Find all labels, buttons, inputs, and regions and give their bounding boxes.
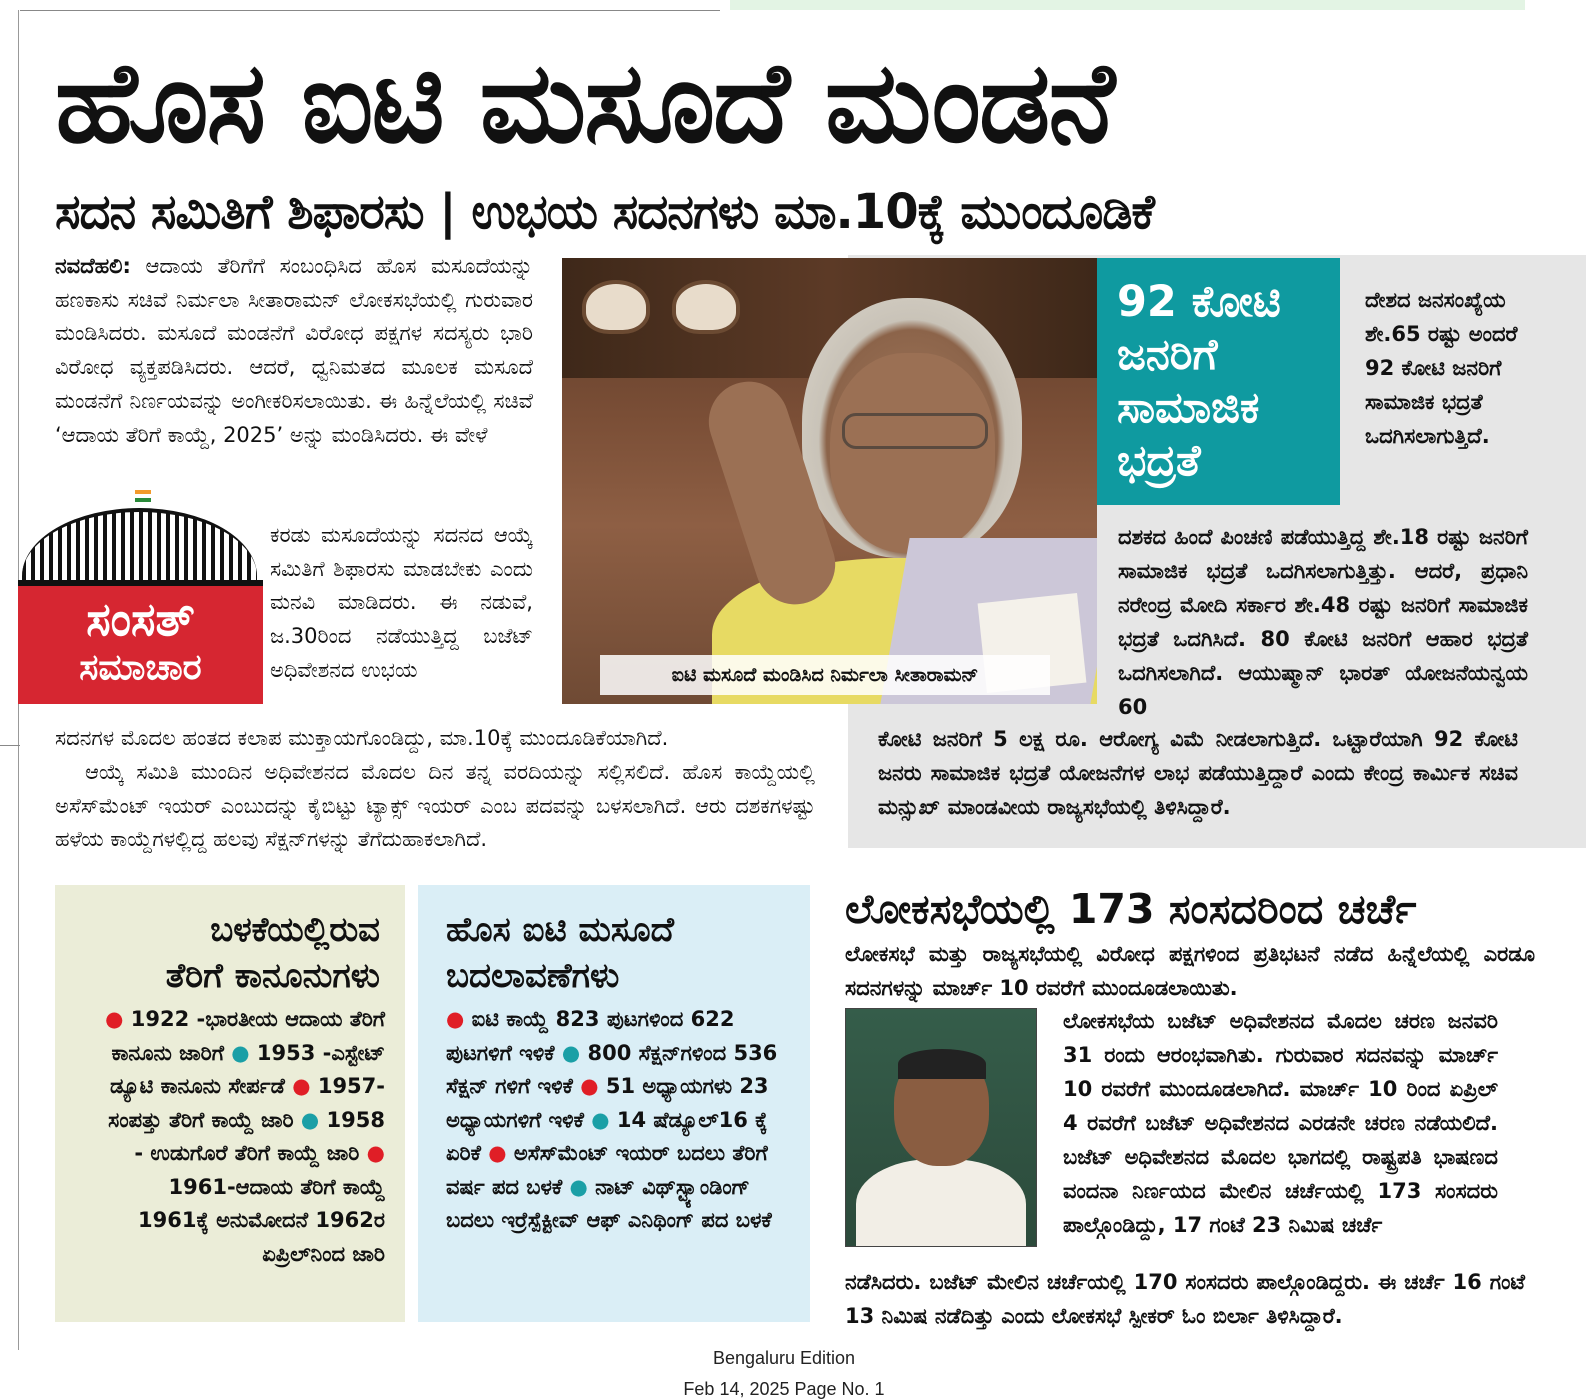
bill-change-item: 14 ಷೆಡ್ಯೂಲ್16 ಕ್ಕೆ ಏರಿಕೆ [446, 1107, 768, 1165]
bullet-dot-icon: ● [580, 1074, 599, 1098]
bill-changes-list [446, 1003, 786, 1238]
tax-law-item: 1957- ಸಂಪತ್ತು ತೆರಿಗೆ ಕಾಯ್ದೆ ಜಾರಿ [108, 1074, 385, 1132]
tax-laws-title2: ತೆರಿಗೆ ಕಾನೂನುಗಳು [165, 956, 380, 996]
photo-caption: ಐಟಿ ಮಸೂದೆ ಮಂಡಿಸಿದ ನಿರ್ಮಲಾ ಸೀತಾರಾಮನ್ [600, 655, 1050, 695]
bill-changes-title2: ಬದಲಾವಣೆಗಳು [446, 956, 620, 996]
bill-change-item: 51 ಅಧ್ಯಾಯಗಳು 23 ಅಧ್ಯಾಯಗಳಿಗೆ ಇಳಿಕೆ [446, 1074, 769, 1132]
bullet-dot-icon: ● [488, 1141, 507, 1165]
bill-change-item: ನಾಟ್ ವಿಥ್‌ಸ್ಟ್ಯಾಂಡಿಂಗ್ ಬದಲು ಇರ್ರೆಸ್ಪೆಕ್ಟೀವ್ ಆಫ್ ಎನಿಥಿಂಗ್ ಪದ ಬಳಕೆ [446, 1174, 772, 1232]
photo-glasses [842, 413, 988, 449]
dateline: ನವದೆಹಲಿ: [55, 254, 131, 278]
bullet-dot-icon: ● [105, 1007, 124, 1031]
social-security-mid-text: ದಶಕದ ಹಿಂದೆ ಪಿಂಚಣಿ ಪಡೆಯುತ್ತಿದ್ದ ಶೇ.18 ರಷ್ಟು ಜನರಿಗೆ ಸಾಮಾಜಿಕ ಭದ್ರತೆ ಒದಗಿಸಲಾಗುತ್ತಿತ್ತು. ಆದರೆ, ಪ್ರಧಾನಿ ನರೇಂದ್ರ ಮೋದಿ ಸರ್ಕಾರ ಶೇ.48 ರಷ್ಟು ಜನರಿಗೆ ಸಾಮಾಜಿಕ ಭದ್ರತೆ ಒದಗಿಸಿದೆ. 80 ಕೋಟಿ ಜನರಿಗೆ ಆಹಾರ ಭದ್ರತೆ ಒದಗಿಸಲಾಗಿದೆ. ಆಯುಷ್ಮಾನ್ ಭಾರತ್ ಯೋಜನೆಯನ್ವಯ 60 [1118, 525, 1528, 719]
bill-changes-box [418, 885, 810, 1322]
lamp-icon [582, 280, 650, 334]
logo-red-panel [18, 586, 263, 704]
bullet-dot-icon: ● [292, 1074, 311, 1098]
bullet-dot-icon: ● [366, 1141, 385, 1165]
top-rule [20, 10, 720, 11]
logo-line2: ಸಮಾಚಾರ [79, 647, 202, 688]
social-security-top-text: ದೇಶದ ಜನಸಂಖ್ಯೆಯ ಶೇ.65 ರಷ್ಟು ಅಂದರೆ 92 ಕೋಟಿ ಜನರಿಗೆ ಸಾಮಾಜಿಕ ಭದ್ರತೆ ಒದಗಿಸಲಾಗುತ್ತಿದೆ. [1365, 288, 1518, 448]
parliament-building-icon [22, 508, 257, 584]
bill-change-item: ಅಸೆಸ್‌ಮೆಂಟ್ ಇಯರ್ ಬದಲು ತೆರಿಗೆ ವರ್ಷ ಪದ ಬಳಕೆ [446, 1141, 768, 1199]
lok-sabha-tail: ನಡೆಸಿದರು. ಬಜೆಟ್ ಮೇಲಿನ ಚರ್ಚೆಯಲ್ಲಿ 170 ಸಂಸದರು ಪಾಲ್ಗೊಂಡಿದ್ದರು. ಈ ಚರ್ಚೆ 16 ಗಂಟೆ 13 ನಿಮಿಷ ನಡೆದಿತ್ತು ಎಂದು ಲೋಕಸಭೆ ಸ್ಪೀಕರ್ ಓಂ ಬಿರ್ಲಾ ತಿಳಿಸಿದ್ದಾರೆ. [845, 1270, 1525, 1328]
bill-changes-title1: ಹೊಸ ಐಟಿ ಮಸೂದೆ [446, 910, 674, 950]
subheadline: ಸದನ ಸಮಿತಿಗೆ ಶಿಫಾರಸು | ಉಭಯ ಸದನಗಳು ಮಾ.10ಕ್ಕೆ ಮುಂದೂಡಿಕೆ [55, 184, 1154, 240]
tax-law-item: 1953 -ಎಸ್ಟೇಟ್ ಡ್ಯೂಟಿ ಕಾನೂನು ಸೇರ್ಪಡೆ [109, 1040, 385, 1098]
finance-minister-photo [562, 258, 1097, 704]
main-story-para1 [55, 250, 533, 452]
bill-change-item: ಐಟಿ ಕಾಯ್ದೆ 823 ಪುಟಗಳಿಂದ 622 ಪುಟಗಳಿಗೆ ಇಳಿಕೆ [446, 1007, 735, 1065]
bullet-dot-icon: ● [300, 1107, 320, 1132]
main-story-para1-text: ಆದಾಯ ತೆರಿಗೆಗೆ ಸಂಬಂಧಿಸಿದ ಹೊಸ ಮಸೂದೆಯನ್ನು ಹಣಕಾಸು ಸಚಿವೆ ನಿರ್ಮಲಾ ಸೀತಾರಾಮನ್ ಲೋಕಸಭೆಯಲ್ಲಿ ಗುರುವಾರ ಮಂಡಿಸಿದರು. ಮಸೂದೆ ಮಂಡನೆಗೆ ವಿರೋಧ ಪಕ್ಷಗಳ ಸದಸ್ಯರು ಭಾರಿ ವಿರೋಧ ವ್ಯಕ್ತಪಡಿಸಿದರು. ಆದರೆ, ಧ್ವನಿಮತದ ಮೂಲಕ ಮಸೂದೆ ಮಂಡನೆಗೆ ನಿರ್ಣಯವನ್ನು ಅಂಗೀಕರಿಸಲಾಯಿತು. ಈ ಹಿನ್ನೆಲೆಯಲ್ಲಿ ಸಚಿವೆ ‘ಆದಾಯ ತೆರಿಗೆ ಕಾಯ್ದೆ, 2025’ ಅನ್ನು ಮಂಡಿಸಿದರು. ಈ ವೇಳೆ [55, 254, 533, 447]
bill-change-item: 800 ಸೆಕ್ಷನ್‌ಗಳಿಂದ 536 ಸೆಕ್ಷನ್ ಗಳಿಗೆ ಇಳಿಕೆ [446, 1040, 778, 1098]
tax-law-item: 1922 -ಭಾರತೀಯ ಆದಾಯ ತೆರಿಗೆ ಕಾನೂನು ಜಾರಿಗೆ [111, 1007, 385, 1065]
edition-label: Bengaluru Edition [712, 1348, 856, 1368]
headline: ಹೊಸ ಐಟಿ ಮಸೂದೆ ಮಂಡನೆ [55, 38, 1114, 168]
lok-sabha-heading: ಲೋಕಸಭೆಯಲ್ಲಿ 173 ಸಂಸದರಿಂದ ಚರ್ಚೆ [845, 885, 1417, 933]
bullet-dot-icon: ● [561, 1040, 581, 1065]
social-security-bottom-text: ಕೋಟಿ ಜನರಿಗೆ 5 ಲಕ್ಷ ರೂ. ಆರೋಗ್ಯ ವಿಮೆ ನೀಡಲಾಗುತ್ತಿದೆ. ಒಟ್ಟಾರೆಯಾಗಿ 92 ಕೋಟಿ ಜನರು ಸಾಮಾಜಿಕ ಭದ್ರತೆ ಯೋಜನೆಗಳ ಲಾಭ ಪಡೆಯುತ್ತಿದ್ದಾರೆ ಎಂದು ಕೇಂದ್ರ ಕಾರ್ಮಿಕ ಸಚಿವ ಮನ್ಸುಖ್ ಮಾಂಡವೀಯ ರಾಜ್ಯಸಭೆಯಲ್ಲಿ ತಿಳಿಸಿದ್ದಾರೆ. [878, 727, 1518, 819]
main-story-para2: ಕರಡು ಮಸೂದೆಯನ್ನು ಸದನದ ಆಯ್ಕೆ ಸಮಿತಿಗೆ ಶಿಫಾರಸು ಮಾಡಬೇಕು ಎಂದು ಮನವಿ ಮಾಡಿದರು. ಈ ನಡುವೆ, ಜ.30ರಿಂದ ನಡೆಯುತ್ತಿದ್ದ ಬಜೆಟ್ ಅಧಿವೇಶನದ ಉಭಯ [270, 523, 533, 682]
lok-sabha-body: ಲೋಕಸಭೆಯ ಬಜೆಟ್ ಅಧಿವೇಶನದ ಮೊದಲ ಚರಣ ಜನವರಿ 31 ರಂದು ಆರಂಭವಾಗಿತು. ಗುರುವಾರ ಸದನವನ್ನು ಮಾರ್ಚ್ 10 ರವರೆಗೆ ಮುಂದೂಡಲಾಗಿದೆ. ಮಾರ್ಚ್ 10 ರಿಂದ ಏಪ್ರಿಲ್ 4 ರವರೆಗೆ ಬಜೆಟ್ ಅಧಿವೇಶನದ ಎರಡನೇ ಚರಣ ನಡೆಯಲಿದೆ. ಬಜೆಟ್ ಅಧಿವೇಶನದ ಮೊದಲ ಭಾಗದಲ್ಲಿ ರಾಷ್ಟ್ರಪತಿ ಭಾಷಣದ ವಂದನಾ ನಿರ್ಣಯದ ಮೇಲಿನ ಚರ್ಚೆಯಲ್ಲಿ 173 ಸಂಸದರು ಪಾಲ್ಗೊಂಡಿದ್ದು, 17 ಗಂಟೆ 23 ನಿಮಿಷ ಚರ್ಚೆ [1063, 1009, 1498, 1237]
parliament-news-logo [18, 490, 263, 705]
main-story-para3: ಸದನಗಳ ಮೊದಲ ಹಂತದ ಕಲಾಪ ಮುಕ್ತಾಯಗೊಂಡಿದ್ದು, ಮಾ.10ಕ್ಕೆ ಮುಂದೂಡಿಕೆಯಾಗಿದೆ. [55, 726, 669, 750]
flag-icon [135, 490, 151, 502]
main-story-para4: ಆಯ್ಕೆ ಸಮಿತಿ ಮುಂದಿನ ಅಧಿವೇಶನದ ಮೊದಲ ದಿನ ತನ್ನ ವರದಿಯನ್ನು ಸಲ್ಲಿಸಲಿದೆ. ಹೊಸ ಕಾಯ್ದೆಯಲ್ಲಿ ಅಸೆಸ್‌ಮೆಂಟ್ ಇಯರ್ ಎಂಬುದನ್ನು ಕೈಬಿಟ್ಟು ಟ್ಯಾಕ್ಸ್ ಇಯರ್ ಎಂಬ ಪದವನ್ನು ಬಳಸಲಾಗಿದೆ. ಆರು ದಶಕಗಳಷ್ಟು ಹಳೆಯ ಕಾಯ್ದೆಗಳಲ್ಲಿದ್ದ ಹಲವು ಸೆಕ್ಷನ್‌ಗಳನ್ನು ತೆಗೆದುಹಾಕಲಾಗಿದೆ. [55, 760, 815, 852]
page-date-label: Feb 14, 2025 Page No. 1 [683, 1379, 885, 1399]
bullet-dot-icon: ● [446, 1007, 465, 1031]
tax-law-item: 1961-ಆದಾಯ ತೆರಿಗೆ ಕಾಯ್ದೆ 1961ಕ್ಕೆ ಅನುಮೋದನೆ 1962ರ ಏಪ್ರಿಲ್‌ನಿಂದ ಜಾರಿ [138, 1174, 385, 1266]
speaker-body [856, 1159, 1026, 1247]
logo-line1: ಸಂಸತ್ [86, 592, 195, 646]
tax-law-item: 1958 - ಉಡುಗೊರೆ ತೆರಿಗೆ ಕಾಯ್ದೆ ಜಾರಿ [134, 1107, 385, 1165]
tax-laws-list [95, 1003, 385, 1271]
speaker-hair [898, 1049, 986, 1079]
bullet-dot-icon: ● [231, 1040, 250, 1065]
top-color-strip [730, 0, 1525, 10]
lok-sabha-intro: ಲೋಕಸಭೆ ಮತ್ತು ರಾಜ್ಯಸಭೆಯಲ್ಲಿ ವಿರೋಧ ಪಕ್ಷಗಳಿಂದ ಪ್ರತಿಭಟನೆ ನಡೆದ ಹಿನ್ನೆಲೆಯಲ್ಲಿ ಎರಡೂ ಸದನಗಳನ್ನು ಮಾರ್ಚ್ 10 ರವರೆಗೆ ಮುಂದೂಡಲಾಯಿತು. [845, 942, 1535, 1000]
social-security-title: 92 ಕೋಟಿ ಜನರಿಗೆ ಸಾಮಾಜಿಕ ಭದ್ರತೆ [1097, 258, 1340, 505]
bullet-dot-icon: ● [569, 1174, 588, 1199]
tax-laws-box [55, 885, 405, 1322]
lamp-icon [672, 280, 740, 334]
speaker-photo [845, 1008, 1037, 1247]
bullet-dot-icon: ● [591, 1107, 610, 1132]
tax-laws-title1: ಬಳಕೆಯಲ್ಲಿರುವ [210, 910, 380, 950]
photo-face [830, 353, 995, 553]
margin-mark [0, 745, 20, 746]
